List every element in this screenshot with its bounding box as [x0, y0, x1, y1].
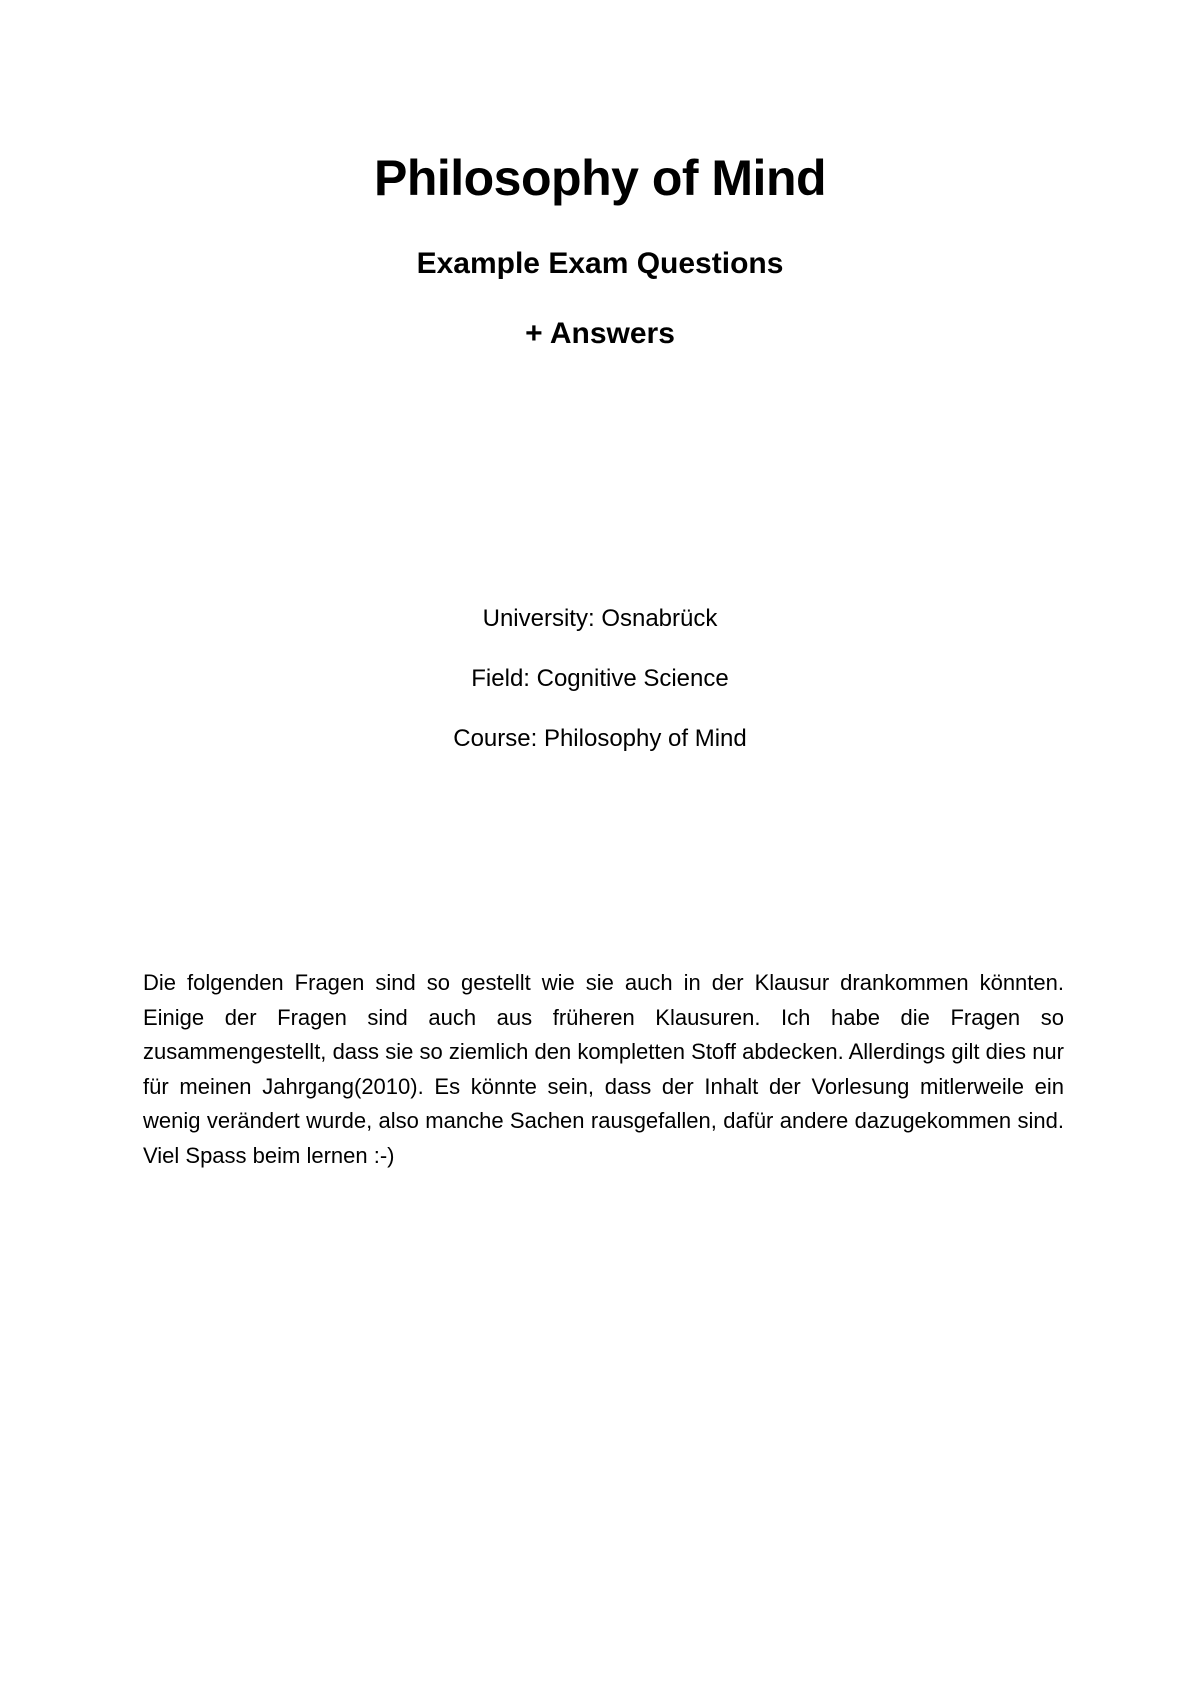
document-subtitle-answers: + Answers [525, 317, 675, 350]
course-line: Course: Philosophy of Mind [453, 725, 747, 752]
field-line: Field: Cognitive Science [471, 665, 729, 692]
intro-paragraph: Die folgenden Fragen sind so gestellt wie sie auch in der Klausur drankommen könnten. Einige der Fragen sind auch aus früheren Klausuren. Ich habe die Fragen so zusammengestellt, dass sie so ziemlich den kompletten Stoff abdecken. Allerdings gilt dies nur für meinen Jahrgang(2010). Es könnte sein, dass der Inhalt der Vorlesung mitlerweile ein wenig verändert wurde, also manche Sachen rausgefallen, dafür andere dazugekommen sind. Viel Spass beim lernen :-) [143, 970, 1064, 1168]
document-title: Philosophy of Mind [373, 150, 827, 206]
university-line: University: Osnabrück [482, 605, 718, 632]
document-subtitle: Example Exam Questions [416, 247, 784, 280]
